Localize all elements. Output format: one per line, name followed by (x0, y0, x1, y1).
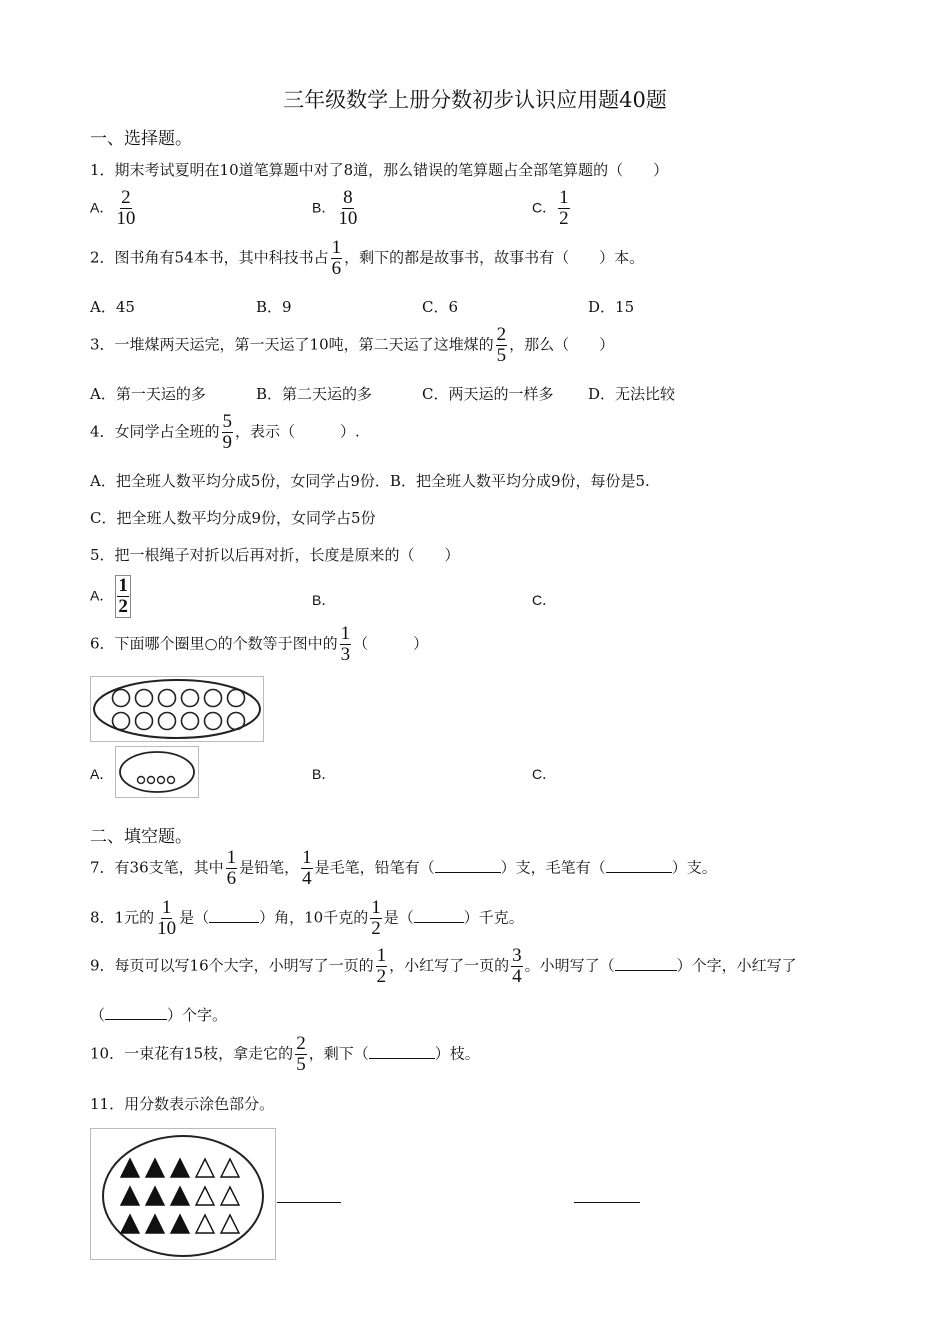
circle (113, 690, 130, 707)
circle (113, 713, 130, 730)
question-6-option-b[interactable]: B． (312, 766, 336, 782)
fraction: $\frac{1}{2}$ (559, 187, 569, 229)
shaded-triangle (171, 1187, 189, 1205)
question-3-option-b[interactable]: B．第二天运的多 (256, 385, 373, 403)
shaded-triangle (121, 1159, 139, 1177)
fraction: $\frac{8}{10}$ (338, 187, 358, 229)
circle (205, 713, 222, 730)
question-1-option-c[interactable]: C． $\frac{1}{2}$ (532, 187, 569, 229)
question-5-option-c[interactable]: C． (532, 592, 557, 608)
answer-blank[interactable] (435, 858, 501, 873)
fraction: $\frac{3}{4}$ (512, 945, 522, 987)
question-5-option-a[interactable]: A． $\frac{1}{2}$ (90, 575, 133, 618)
question-7-text: 7．有36支笔，其中 $\frac{1}{6}$ 是铅笔， $\frac{1}{4}$ 是毛笔，铅笔有（ ）支，毛笔有（ ）支。 (90, 847, 717, 889)
question-1-text: 1．期末考试夏明在10道笔算题中对了8道，那么错误的笔算题占全部笔算题的（ ） (90, 161, 669, 179)
four-circles-figure (115, 746, 199, 798)
fraction: $\frac{2}{5}$ (296, 1033, 306, 1075)
question-9-text-line2: （ ）个字。 (90, 1006, 228, 1024)
twelve-circles-figure (90, 676, 264, 742)
question-10-text: 10．一束花有15枝，拿走它的 $\frac{2}{5}$ ，剩下（ ）枝。 (90, 1033, 480, 1075)
fraction: $\frac{1}{2}$ (376, 945, 387, 987)
question-11-text: 11．用分数表示涂色部分。 (90, 1095, 275, 1113)
section-heading-choice: 一、选择题。 (90, 129, 192, 149)
page-title: 三年级数学上册分数初步认识应用题40题 (283, 88, 667, 112)
fraction: $\frac{5}{9}$ (222, 411, 233, 453)
unshaded-triangle (221, 1215, 239, 1233)
answer-blank[interactable] (615, 956, 677, 971)
question-5-text: 5．把一根绳子对折以后再对折，长度是原来的（ ） (90, 546, 460, 564)
fraction-image: $\frac{1}{2}$ (115, 575, 131, 618)
question-3-text: 3．一堆煤两天运完，第一天运了10吨，第二天运了这堆煤的 $\frac{2}{5}$ ，那么（ ） (90, 324, 615, 366)
answer-blank[interactable] (209, 908, 259, 923)
question-8-text: 8．1元的 $\frac{1}{10}$ 是（ ）角，10千克的 $\frac{1}{2}$ 是（ ）千克。 (90, 897, 524, 939)
unshaded-triangle (196, 1215, 214, 1233)
question-4-option-c[interactable]: C．把全班人数平均分成9份，女同学占5份 (90, 509, 376, 527)
answer-blank[interactable] (105, 1005, 167, 1020)
question-2-option-c[interactable]: C．6 (422, 298, 459, 316)
fraction: $\frac{1}{2}$ (371, 897, 381, 939)
answer-blank[interactable] (369, 1044, 435, 1059)
circle (228, 690, 245, 707)
shaded-triangle (146, 1187, 164, 1205)
answer-line-1[interactable] (277, 1202, 341, 1203)
circle (182, 713, 199, 730)
fraction: $\frac{2}{5}$ (496, 324, 507, 366)
question-3-option-c[interactable]: C．两天运的一样多 (422, 385, 554, 403)
shaded-triangle (121, 1187, 139, 1205)
fraction: $\frac{1}{6}$ (331, 237, 342, 279)
section-heading-fill: 二、填空题。 (90, 827, 192, 847)
circle (205, 690, 222, 707)
question-3-option-a[interactable]: A．第一天运的多 (90, 385, 206, 403)
circle (159, 690, 176, 707)
question-5-option-b[interactable]: B． (312, 592, 336, 608)
question-1-option-a[interactable]: A． $\frac{2}{10}$ (90, 187, 136, 229)
question-4-option-a-b[interactable]: A．把全班人数平均分成5份，女同学占9份．B．把全班人数平均分成9份，每份是5. (90, 472, 650, 490)
question-1-option-b[interactable]: B． $\frac{8}{10}$ (312, 187, 358, 229)
unshaded-triangle (196, 1159, 214, 1177)
fraction: $\frac{2}{10}$ (116, 187, 136, 229)
shaded-triangle (171, 1159, 189, 1177)
shaded-triangle (146, 1159, 164, 1177)
question-9-text: 9．每页可以写16个大字，小明写了一页的 $\frac{1}{2}$ ，小红写了一页的 $\frac{3}{4}$ 。小明写了（ ）个字，小红写了 (90, 945, 797, 987)
question-6-option-c[interactable]: C． (532, 766, 557, 782)
fraction: $\frac{1}{6}$ (226, 847, 237, 889)
fraction: $\frac{1}{3}$ (340, 623, 351, 665)
question-2-option-a[interactable]: A．45 (90, 298, 135, 316)
circle (182, 690, 199, 707)
question-4-text: 4．女同学占全班的 $\frac{5}{9}$ ，表示（ ）. (90, 411, 360, 453)
question-6-text: 6．下面哪个圈里○的个数等于图中的 $\frac{1}{3}$ （ ） (90, 623, 429, 665)
circle (228, 713, 245, 730)
unshaded-triangle (221, 1187, 239, 1205)
fraction: $\frac{1}{4}$ (302, 847, 312, 889)
circle (136, 690, 153, 707)
triangles-figure (90, 1128, 276, 1260)
shaded-triangle (121, 1215, 139, 1233)
answer-blank[interactable] (414, 908, 464, 923)
answer-line-2[interactable] (574, 1202, 640, 1203)
shaded-triangle (146, 1215, 164, 1233)
unshaded-triangle (221, 1159, 239, 1177)
question-2-option-b[interactable]: B．9 (256, 298, 292, 316)
circle (136, 713, 153, 730)
shaded-triangle (171, 1215, 189, 1233)
unshaded-triangle (196, 1187, 214, 1205)
question-2-text: 2．图书角有54本书，其中科技书占 $\frac{1}{6}$ ，剩下的都是故事书，故事书有（ ）本。 (90, 237, 645, 279)
question-3-option-d[interactable]: D．无法比较 (588, 385, 676, 403)
question-6-option-a[interactable]: A． (90, 766, 114, 782)
fraction: $\frac{1}{10}$ (157, 897, 177, 939)
answer-blank[interactable] (606, 858, 672, 873)
circle (159, 713, 176, 730)
question-2-option-d[interactable]: D．15 (588, 298, 635, 316)
